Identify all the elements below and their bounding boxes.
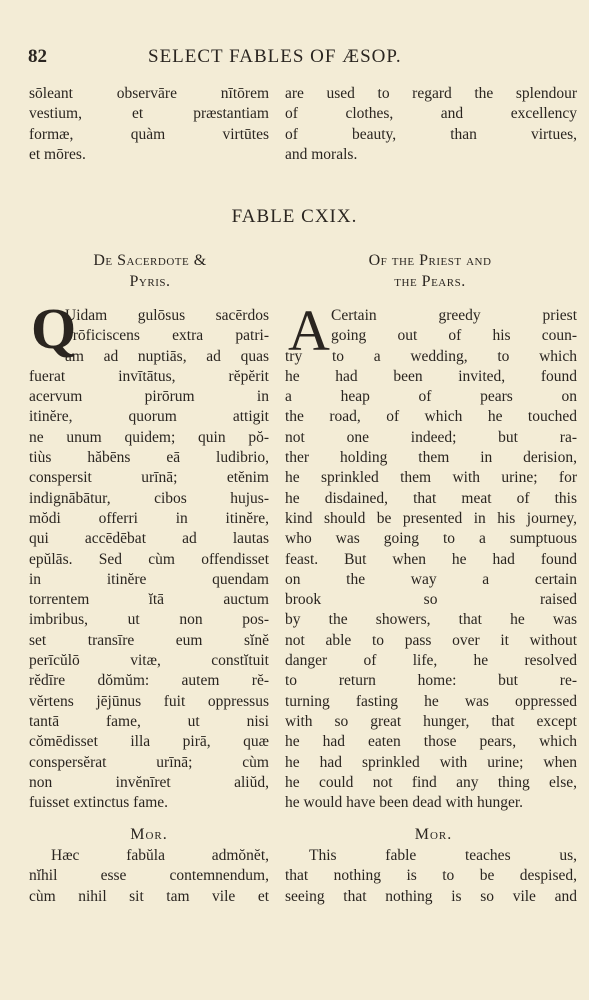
- english-line: Certain greedy priest: [331, 307, 577, 324]
- english-line: turning fasting he was oppressed: [285, 692, 577, 710]
- page-header: [28, 46, 571, 70]
- latin-line: Hæc fabŭla admŏnĕt,: [51, 847, 269, 864]
- english-line: brook so raised: [285, 591, 577, 609]
- latin-line: fuisset extinctus fame.: [29, 794, 169, 812]
- page-number: 82: [28, 46, 47, 67]
- english-line: going out of his coun-: [331, 327, 577, 345]
- english-line: of beauty, than virtues,: [285, 125, 577, 143]
- english-line: he could not find any thing else,: [285, 773, 577, 791]
- english-line: not able to pass over it without: [285, 631, 577, 649]
- latin-line: vestium, et præstantiam: [29, 105, 269, 123]
- english-line: on the way a certain: [285, 570, 577, 588]
- english-line: seeing that nothing is so vile and: [285, 887, 577, 905]
- english-line: This fable teaches us,: [309, 847, 577, 864]
- english-continuation: [285, 84, 577, 165]
- latin-line: cùm nihil sit tam vile et: [29, 887, 269, 905]
- english-moral-text: [285, 846, 577, 907]
- latin-fable-text: [29, 306, 269, 813]
- latin-line: sōleant observāre nītōrem: [29, 85, 269, 102]
- english-line: and morals.: [285, 145, 358, 163]
- english-subtitle: [290, 250, 570, 292]
- latin-line: epŭlās. Sed cùm offendisset: [29, 550, 269, 568]
- latin-subtitle-line: De Sacerdote &: [93, 252, 207, 269]
- latin-subtitle-line: Pyris.: [129, 273, 171, 290]
- latin-continuation: [29, 84, 269, 165]
- latin-line: imbribus, ut non pos-: [29, 611, 269, 629]
- latin-moral-text: [29, 846, 269, 907]
- latin-line: cŏmēdisset illa pirā, quæ: [29, 733, 269, 751]
- latin-line: Uidam gulōsus sacērdos: [65, 307, 269, 324]
- latin-line: tantā fame, ut nisi: [29, 712, 269, 730]
- english-subtitle-line: Of the Priest and: [368, 252, 492, 269]
- english-line: he disdained, that meat of this: [285, 489, 577, 507]
- running-title: SELECT FABLES OF ÆSOP.: [148, 46, 402, 67]
- latin-line: fuerat invītātus, rĕpĕrit: [29, 367, 269, 385]
- english-line: he had been invited, found: [285, 367, 577, 385]
- english-line: he would have been dead with hunger.: [285, 794, 524, 812]
- english-line: he had sprinkled with urine; when: [285, 753, 577, 771]
- english-fable-text: [285, 306, 577, 813]
- latin-line: in itinĕre quendam: [29, 570, 269, 588]
- english-line: ther holding them in derision,: [285, 449, 577, 467]
- english-line: he had eaten those pears, which: [285, 733, 577, 751]
- latin-line: non invĕnīret aliŭd,: [29, 773, 269, 791]
- latin-line: mŏdi offerri in itinĕre,: [29, 509, 269, 527]
- english-line: by the showers, that he was: [285, 611, 577, 629]
- english-line: feast. But when he had found: [285, 550, 577, 568]
- english-moral-heading: Mor.: [414, 826, 453, 843]
- english-line: try to a wedding, to which: [285, 347, 577, 365]
- latin-subtitle: [40, 250, 260, 292]
- latin-line: indignābātur, cibos hujus-: [29, 489, 269, 507]
- english-line: a heap of pears on: [285, 388, 577, 406]
- latin-line: am ad nuptiās, ad quas: [65, 347, 269, 365]
- fable-title: FABLE CXIX.: [231, 206, 358, 227]
- latin-line: rĕdīre dŏmŭm: autem rĕ-: [29, 672, 269, 690]
- english-line: kind should be presented in his journey,: [285, 509, 577, 527]
- latin-line: torrentem ĭtā auctum: [29, 591, 269, 609]
- latin-line: prōficiscens extra patri-: [65, 327, 269, 345]
- latin-line: conspersit urīnā; etĕnim: [29, 469, 269, 487]
- english-drop-cap: A: [288, 298, 330, 363]
- english-line: with so great hunger, that except: [285, 712, 577, 730]
- latin-line: et mōres.: [29, 145, 86, 163]
- latin-line: vĕrtens jējūnus fuit oppressus: [29, 692, 269, 710]
- latin-line: ne unum quidem; quin pŏ-: [29, 428, 269, 446]
- latin-line: set transīre eum sĭnĕ: [29, 631, 269, 649]
- english-line: who was going to a sumptuous: [285, 530, 577, 548]
- latin-line: nĭhil esse contemnendum,: [29, 867, 269, 885]
- latin-line: itinĕre, quorum attigit: [29, 408, 269, 426]
- english-line: danger of life, he resolved: [285, 652, 577, 670]
- english-line: not one indeed; but ra-: [285, 428, 577, 446]
- english-line: the road, of which he touched: [285, 408, 577, 426]
- english-line: that nothing is to be despised,: [285, 867, 577, 885]
- english-subtitle-line: the Pears.: [394, 273, 466, 290]
- latin-line: tiùs hăbēns eā ludibrio,: [29, 449, 269, 467]
- english-line: are used to regard the splendour: [285, 85, 577, 102]
- latin-line: qui accēdēbat ad lautas: [29, 530, 269, 548]
- latin-line: formæ, quàm virtūtes: [29, 125, 269, 143]
- english-line: of clothes, and excellency: [285, 105, 577, 123]
- latin-drop-cap: Q: [31, 296, 77, 361]
- latin-line: conspersĕrat urīnā; cùm: [29, 753, 269, 771]
- english-line: he sprinkled them with urine; for: [285, 469, 577, 487]
- english-line: to return home: but re-: [285, 672, 577, 690]
- latin-moral-heading: Mor.: [130, 826, 168, 843]
- latin-line: acervum pirōrum in: [29, 388, 269, 406]
- latin-line: perīcŭlō vitæ, constĭtuit: [29, 652, 269, 670]
